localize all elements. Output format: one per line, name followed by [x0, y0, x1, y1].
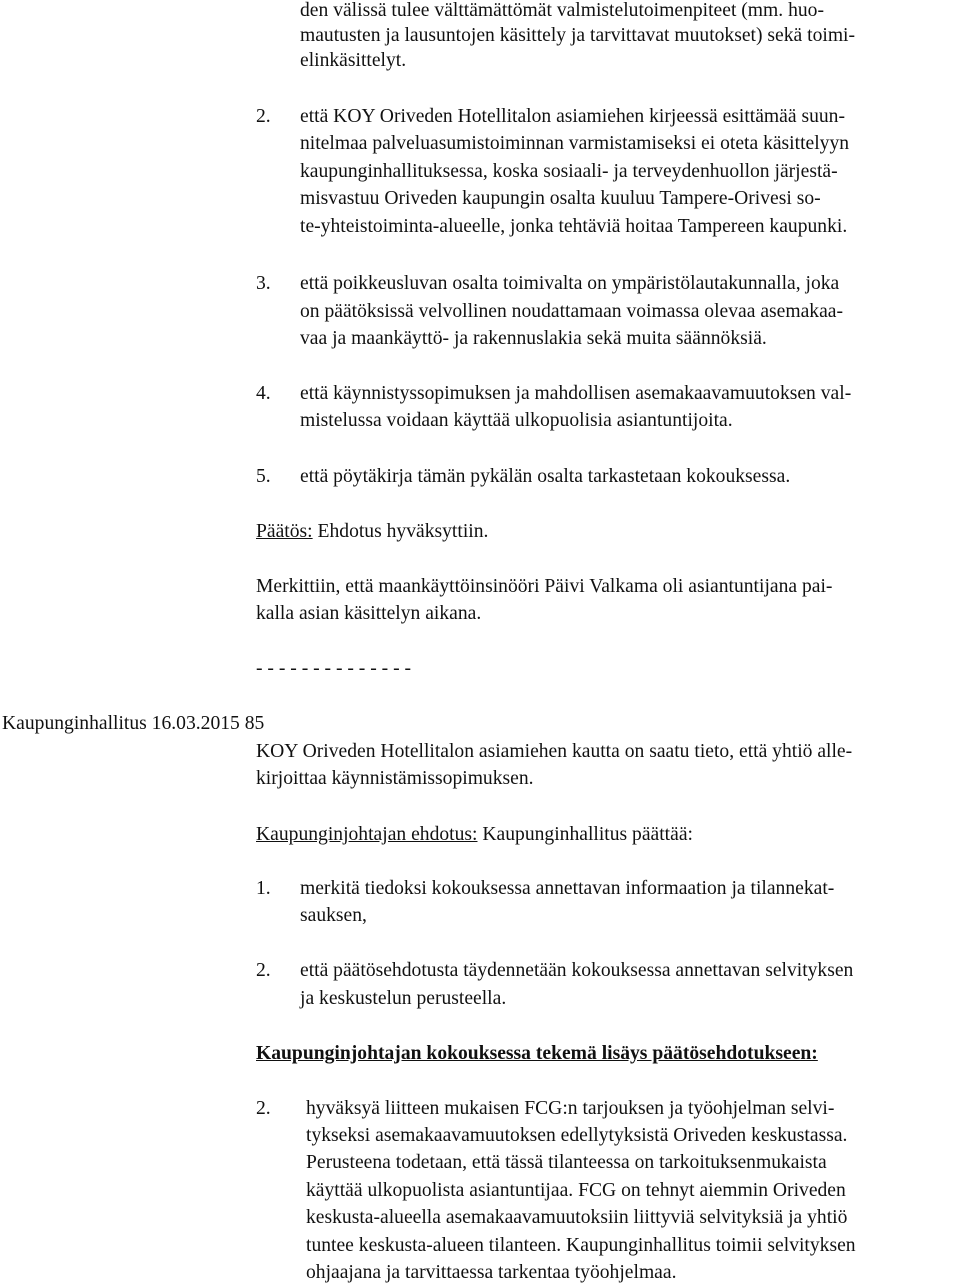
list-item-number: 1.: [256, 878, 271, 899]
list-item-line: tykseksi asemakaavamuutoksen edellytyksistä Oriveden keskustassa.: [306, 1125, 848, 1146]
list-item-line: että poikkeusluvan osalta toimivalta on ympäristölautakunnalla, joka: [300, 273, 840, 294]
list-item-line: on päätöksissä velvollinen noudattamaan voimassa olevaa asemakaa-: [300, 301, 843, 322]
list-item-line: että käynnistyssopimuksen ja mahdollisen asemakaavamuutoksen val-: [300, 383, 852, 404]
list-item-line: vaa ja maankäyttö- ja rakennuslakia sekä muita säännöksiä.: [300, 328, 767, 349]
paragraph-line: KOY Oriveden Hotellitalon asiamiehen kautta on saatu tieto, että yhtiö alle-: [256, 741, 853, 762]
list-item-line: ja keskustelun perusteella.: [300, 988, 507, 1009]
list-item-line: mistelussa voidaan käyttää ulkopuolisia asiantuntijoita.: [300, 410, 733, 431]
list-item-line: että pöytäkirja tämän pykälän osalta tarkastetaan kokouksessa.: [300, 466, 791, 487]
list-item-line: että KOY Oriveden Hotellitalon asiamiehen kirjeessä esittämää suun-: [300, 106, 845, 127]
list-item-line: nitelmaa palveluasumistoiminnan varmistamiseksi ei oteta käsittelyyn: [300, 133, 850, 154]
meeting-heading: Kaupunginhallitus 16.03.2015 85: [2, 713, 265, 734]
list-item-line: te-yhteistoiminta-alueelle, jonka tehtäviä hoitaa Tampereen kaupunki.: [300, 216, 848, 237]
list-item-line: Perusteena todetaan, että tässä tilanteessa on tarkoituksenmukaista: [306, 1152, 827, 1173]
paragraph-line: elinkäsittelyt.: [300, 50, 407, 71]
list-item-line: merkitä tiedoksi kokouksessa annettavan informaation ja tilannekat-: [300, 878, 835, 899]
list-item-line: käyttää ulkopuolista asiantuntijaa. FCG on tehnyt aiemmin Oriveden: [306, 1180, 846, 1201]
addition-heading: Kaupunginjohtajan kokouksessa tekemä lisäys päätösehdotukseen:: [256, 1043, 818, 1064]
proposal-label: Kaupunginjohtajan ehdotus:: [256, 824, 478, 845]
list-item-line: hyväksyä liitteen mukaisen FCG:n tarjouksen ja työohjelman selvi-: [306, 1098, 835, 1119]
list-item-number: 2.: [256, 106, 271, 127]
list-item-line: misvastuu Oriveden kaupungin osalta kuuluu Tampere-Orivesi so-: [300, 188, 821, 209]
list-item-line: että päätösehdotusta täydennetään kokouksessa annettavan selvityksen: [300, 960, 854, 981]
list-item-number: 3.: [256, 273, 271, 294]
note-line: kalla asian käsittelyn aikana.: [256, 603, 482, 624]
list-item-line: keskusta-alueella asemakaavamuutoksiin liittyviä selvityksiä ja yhtiö: [306, 1207, 848, 1228]
paragraph-line: kirjoittaa käynnistämissopimuksen.: [256, 768, 534, 789]
decision-text: Ehdotus hyväksyttiin.: [312, 521, 489, 542]
list-item-line: sauksen,: [300, 905, 367, 926]
proposal-line: [256, 822, 693, 848]
list-item-line: tuntee keskusta-alueen tilanteen. Kaupunginhallitus toimii selvityksen: [306, 1235, 856, 1256]
list-item-number: 5.: [256, 466, 271, 487]
list-item-number: 4.: [256, 383, 271, 404]
separator: - - - - - - - - - - - - - -: [256, 658, 412, 679]
list-item-number: 2.: [256, 960, 271, 981]
note-line: Merkittiin, että maankäyttöinsinööri Päivi Valkama oli asiantuntijana pai-: [256, 576, 833, 597]
decision-label: Päätös:: [256, 521, 313, 542]
proposal-text: Kaupunginhallitus päättää:: [477, 824, 693, 845]
decision-line: [256, 519, 488, 545]
paragraph-line: mautusten ja lausuntojen käsittely ja tarvittavat muutokset) sekä toimi-: [300, 25, 856, 46]
paragraph-line: den välissä tulee välttämättömät valmistelutoimenpiteet (mm. huo-: [300, 0, 824, 21]
list-item-line: ohjaajana ja tarvittaessa tarkentaa työohjelmaa.: [306, 1262, 677, 1283]
list-item-number: 2.: [256, 1098, 271, 1119]
list-item-line: kaupunginhallituksessa, koska sosiaali- ja terveydenhuollon järjestä-: [300, 161, 838, 182]
